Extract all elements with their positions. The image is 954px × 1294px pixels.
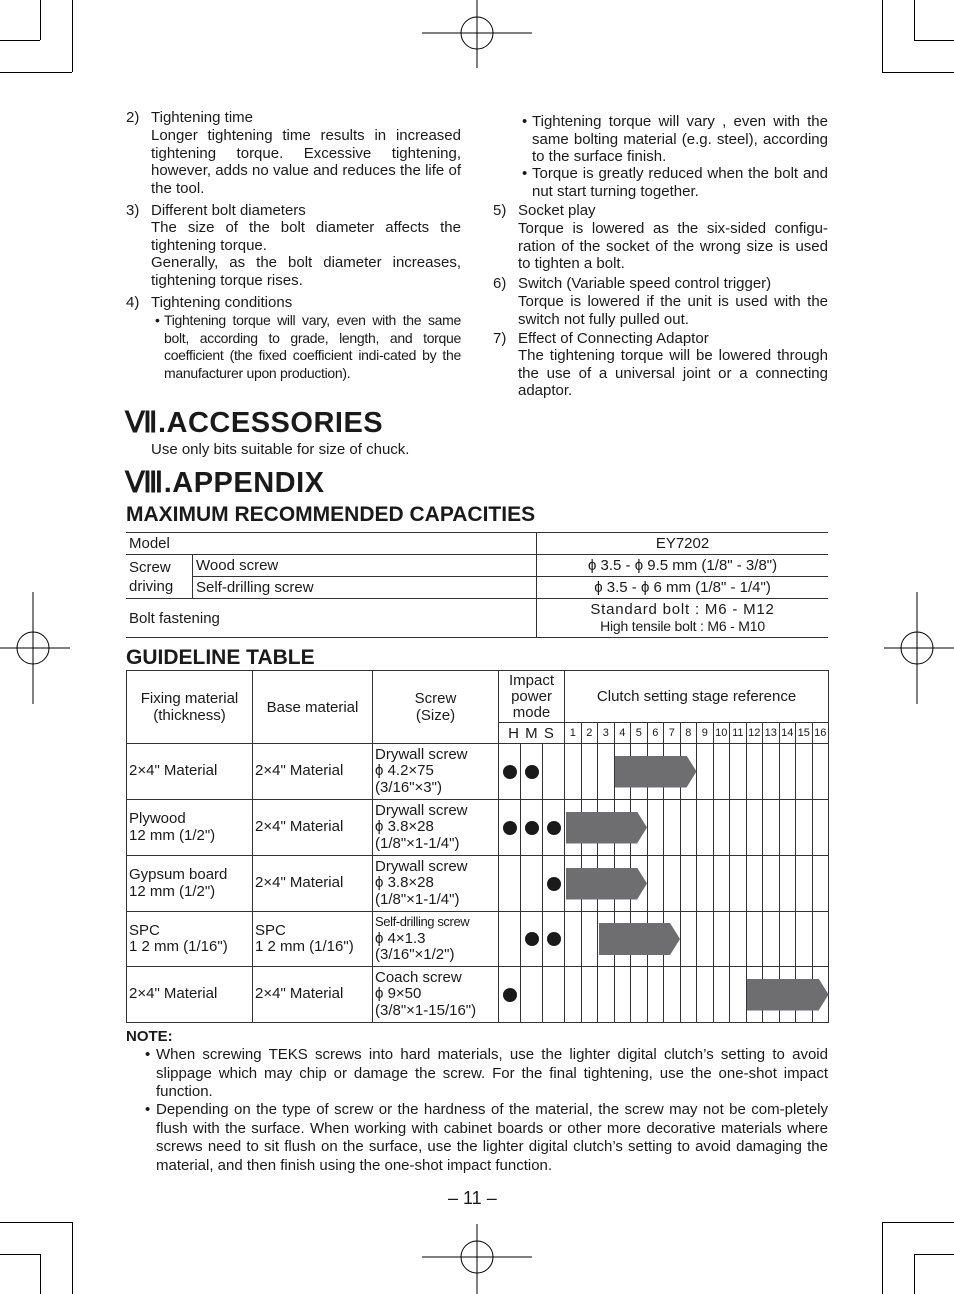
clutch-range-bar [566, 812, 648, 844]
bullet: • [145, 1046, 151, 1063]
mode-dot-icon [547, 877, 561, 891]
clutch-range-bar [615, 756, 697, 788]
header-impact: Impact power mode [499, 671, 565, 723]
stage-number: 7 [664, 723, 681, 744]
clutch-stage-cell [763, 800, 780, 856]
clutch-stage-cell [697, 744, 714, 800]
clutch-stage-cell [730, 856, 747, 912]
clutch-stage-cell [763, 856, 780, 912]
clutch-stage-cell [796, 744, 813, 800]
stage-number: 11 [730, 723, 747, 744]
item-body: Torque is lowered as the six-sided configu-ration of the socket of the wrong size is used to tighten a bolt. [518, 220, 828, 272]
impact-mode-h-cell [499, 800, 521, 856]
impact-mode-h-cell [499, 856, 521, 912]
clutch-stage-cell [730, 912, 747, 967]
item-title: Switch (Variable speed control trigger) [518, 275, 772, 292]
stage-number: 6 [647, 723, 664, 744]
model-value: EY7202 [537, 533, 828, 555]
screw-driving-label: Screw driving [126, 555, 193, 599]
screw-line: (1/8"×1-1/4") [375, 890, 460, 908]
table-row [127, 967, 829, 1023]
clutch-stage-cell [746, 800, 763, 856]
screw-cell [373, 744, 499, 800]
clutch-stage-cell [779, 744, 796, 800]
item-title: Socket play [518, 202, 596, 219]
base-material-cell: 2×4" Material [253, 856, 373, 912]
high-tensile-bolt: High tensile bolt : M6 - M10 [600, 618, 765, 634]
clutch-stage-cell [581, 744, 598, 800]
section-title: ACCESSORIES [166, 407, 384, 439]
base-material-cell: SPC 1 2 mm (1/16") [253, 912, 373, 967]
impact-mode-s-cell [543, 967, 565, 1023]
clutch-stage-cell [697, 856, 714, 912]
screw-line: ϕ 4.2×75 [375, 762, 434, 780]
impact-mode-m-cell [521, 800, 543, 856]
screw-line: Drywall screw [375, 857, 468, 875]
clutch-stage-cell [713, 912, 730, 967]
impact-mode-h-cell [499, 967, 521, 1023]
self-drilling-label: Self-drilling screw [193, 577, 537, 599]
stage-number: 5 [631, 723, 648, 744]
impact-mode-m-cell [521, 912, 543, 967]
self-drilling-value: ϕ 3.5 - ϕ 6 mm (1/8" - 1/4") [537, 577, 828, 599]
clutch-stage-cell [746, 856, 763, 912]
clutch-stage-cell [746, 744, 763, 800]
item-title: Effect of Connecting Adaptor [518, 330, 709, 347]
table-row [127, 744, 829, 800]
section-number: Ⅷ. [125, 467, 173, 499]
stage-number: 15 [796, 723, 813, 744]
clutch-stage-cell [680, 856, 697, 912]
stage-number: 12 [746, 723, 763, 744]
clutch-stage-cell [812, 912, 829, 967]
clutch-stage-cell [581, 967, 598, 1023]
clutch-stage-cell [812, 744, 829, 800]
clutch-stage-cell [614, 967, 631, 1023]
item-title: Tightening time [151, 109, 253, 126]
impact-mode-h-cell [499, 912, 521, 967]
clutch-stage-cell [565, 912, 582, 967]
clutch-stage-cell [697, 800, 714, 856]
stage-number: 9 [697, 723, 714, 744]
item-body: The tightening torque will be lowered through the use of a universal joint or a connecting adaptor. [518, 347, 828, 399]
item-body: Torque is lowered if the unit is used with the switch not fully pulled out. [518, 293, 828, 328]
note-label: NOTE: [126, 1028, 173, 1045]
item-body: The size of the bolt diameter affects the tightening torque. [151, 219, 461, 254]
impact-mode-m-cell [521, 744, 543, 800]
clutch-stage-cell [664, 800, 681, 856]
table-row [127, 800, 829, 856]
impact-mode-m-cell [521, 967, 543, 1023]
fixing-material-cell: Gypsum board 12 mm (1/2") [127, 856, 253, 912]
guideline-heading: GUIDELINE TABLE [126, 646, 315, 669]
right-bullet-text: Torque is greatly reduced when the bolt and nut start turning together. [532, 165, 828, 200]
item-body: Generally, as the bolt diameter increases, tightening torque rises. [151, 254, 461, 289]
mode-dot-icon [503, 988, 517, 1002]
item-title: Different bolt diameters [151, 202, 306, 219]
clutch-stage-cell [680, 800, 697, 856]
bolt-fastening-value [537, 599, 828, 638]
item-title: Tightening conditions [151, 294, 293, 311]
base-material-cell: 2×4" Material [253, 967, 373, 1023]
screw-line: (3/8"×1-15/16") [375, 1001, 477, 1019]
item-bullet-text: Tightening torque will vary, even with the same bolt, according to grade, length, and torque coefficient (the fixed coefficient indi-cated by the manufacturer upon production). [164, 312, 461, 381]
clutch-stage-cell [697, 967, 714, 1023]
clutch-stage-cell [713, 744, 730, 800]
screw-line: ϕ 3.8×28 [375, 818, 434, 836]
clutch-stage-cell [796, 912, 813, 967]
clutch-stage-cell [763, 912, 780, 967]
screw-line: ϕ 3.8×28 [375, 874, 434, 892]
clutch-stage-cell [664, 856, 681, 912]
screw-line: ϕ 9×50 [375, 985, 422, 1003]
stage-number: 2 [581, 723, 598, 744]
clutch-stage-cell [812, 800, 829, 856]
screw-line: (3/16"×1/2") [375, 946, 455, 964]
stage-number: 13 [763, 723, 780, 744]
screw-cell [373, 912, 499, 967]
mode-dot-icon [525, 932, 539, 946]
screw-line: Coach screw [375, 968, 462, 986]
section-title: APPENDIX [172, 467, 325, 499]
mode-dot-icon [525, 821, 539, 835]
item-number: 4) [126, 294, 140, 311]
header-base: Base material [253, 671, 373, 744]
mode-dot-icon [503, 765, 517, 779]
stage-number: 14 [779, 723, 796, 744]
item-number: 7) [493, 330, 507, 347]
impact-mode-h-cell [499, 744, 521, 800]
fixing-material-cell: 2×4" Material [127, 967, 253, 1023]
fixing-material-cell: Plywood 12 mm (1/2") [127, 800, 253, 856]
bolt-fastening-label: Bolt fastening [126, 599, 537, 638]
right-bullet-text: Tightening torque will vary , even with the same bolting material (e.g. steel), according to the surface finish. [532, 113, 828, 165]
mode-dot-icon [547, 821, 561, 835]
clutch-stage-cell [796, 800, 813, 856]
clutch-stage-cell [812, 856, 829, 912]
registration-mark-bottom [420, 1222, 534, 1294]
wood-screw-value: ϕ 3.5 - ϕ 9.5 mm (1/8" - 3/8") [537, 555, 828, 577]
clutch-stage-cell [565, 744, 582, 800]
mode-dot-icon [503, 821, 517, 835]
impact-mode-m-cell [521, 856, 543, 912]
clutch-stage-cell [730, 800, 747, 856]
bullet: • [522, 113, 528, 130]
item-number: 5) [493, 202, 507, 219]
bullet: • [145, 1101, 151, 1118]
clutch-stage-cell [631, 967, 648, 1023]
stage-number: 4 [614, 723, 631, 744]
base-material-cell: 2×4" Material [253, 800, 373, 856]
item-number: 3) [126, 202, 140, 219]
capacities-table [126, 532, 828, 638]
note-item: When screwing TEKS screws into hard materials, use the lighter digital clutch’s setting to avoid slippage which may chip or damage the screw. For the final tightening, use the one-shot impact function. [156, 1046, 828, 1100]
bullet: • [155, 312, 160, 328]
header-clutch: Clutch setting stage reference [565, 671, 829, 723]
clutch-stage-cell [779, 800, 796, 856]
section-accessories-heading [125, 405, 383, 440]
registration-mark-right [882, 592, 954, 704]
stage-number: 1 [565, 723, 582, 744]
header-fixing: Fixing material (thickness) [127, 671, 253, 744]
registration-mark-top [420, 0, 534, 70]
screw-line: Drywall screw [375, 801, 468, 819]
page-number: – 11 – [448, 1188, 497, 1208]
clutch-stage-cell [730, 744, 747, 800]
clutch-range-bar [747, 979, 829, 1011]
item-number: 2) [126, 109, 140, 126]
clutch-stage-cell [647, 967, 664, 1023]
screw-line: Drywall screw [375, 745, 468, 763]
clutch-stage-cell [779, 912, 796, 967]
note-item: Depending on the type of screw or the hardness of the material, the screw may not be com-pletely flush with the surface. When working with cabinet boards or other more decorative materials where screws need to sit flush on the surface, use the lighter digital clutch’s setting to avoid damaging the material, and then finish using the one-shot impact function. [156, 1101, 828, 1174]
table-row [127, 856, 829, 912]
clutch-stage-cell [680, 967, 697, 1023]
screw-cell [373, 856, 499, 912]
clutch-stage-cell [598, 967, 615, 1023]
clutch-stage-cell [664, 967, 681, 1023]
item-body: Longer tightening time results in increased tightening torque. Excessive tightening, however, adds no value and reduces the life of the tool. [151, 127, 461, 197]
table-row [127, 912, 829, 967]
clutch-stage-cell [647, 856, 664, 912]
clutch-stage-cell [730, 967, 747, 1023]
section-number: Ⅶ. [125, 407, 167, 439]
clutch-stage-cell [581, 912, 598, 967]
impact-mode-s-cell [543, 912, 565, 967]
mode-dot-icon [525, 765, 539, 779]
screw-cell [373, 967, 499, 1023]
impact-mode-s-cell [543, 800, 565, 856]
screw-line: (1/8"×1-1/4") [375, 834, 460, 852]
bullet: • [522, 165, 528, 182]
clutch-stage-cell [763, 744, 780, 800]
section-appendix-heading [125, 465, 325, 500]
mode-dot-icon [547, 932, 561, 946]
clutch-stage-cell [713, 967, 730, 1023]
clutch-stage-cell [565, 967, 582, 1023]
item-number: 6) [493, 275, 507, 292]
clutch-range-bar [599, 923, 681, 955]
clutch-stage-cell [779, 856, 796, 912]
screw-line: Self-drilling screw [375, 914, 470, 930]
standard-bolt: Standard bolt : M6 - M12 [590, 601, 775, 618]
clutch-stage-cell [713, 800, 730, 856]
stage-number: 10 [713, 723, 730, 744]
clutch-stage-cell [713, 856, 730, 912]
impact-mode-s-cell [543, 744, 565, 800]
clutch-stage-cell [746, 912, 763, 967]
guideline-table [126, 670, 829, 1023]
stage-number: 8 [680, 723, 697, 744]
base-material-cell: 2×4" Material [253, 744, 373, 800]
accessories-text: Use only bits suitable for size of chuck. [151, 441, 410, 458]
clutch-stage-cell [796, 856, 813, 912]
hms-header: H M S [499, 723, 565, 744]
model-label: Model [126, 533, 537, 555]
screw-line: ϕ 4×1.3 [375, 929, 426, 947]
impact-mode-s-cell [543, 856, 565, 912]
registration-mark-left [0, 592, 72, 704]
screw-cell [373, 800, 499, 856]
clutch-stage-cell [697, 912, 714, 967]
clutch-stage-cell [680, 912, 697, 967]
stage-number: 16 [812, 723, 829, 744]
fixing-material-cell: SPC 1 2 mm (1/16") [127, 912, 253, 967]
fixing-material-cell: 2×4" Material [127, 744, 253, 800]
header-screw: Screw (Size) [373, 671, 499, 744]
capacities-heading: MAXIMUM RECOMMENDED CAPACITIES [126, 503, 536, 526]
clutch-range-bar [566, 868, 648, 900]
screw-line: (3/16"×3") [375, 778, 442, 796]
clutch-stage-cell [647, 800, 664, 856]
stage-number: 3 [598, 723, 615, 744]
wood-screw-label: Wood screw [193, 555, 537, 577]
clutch-stage-cell [598, 744, 615, 800]
